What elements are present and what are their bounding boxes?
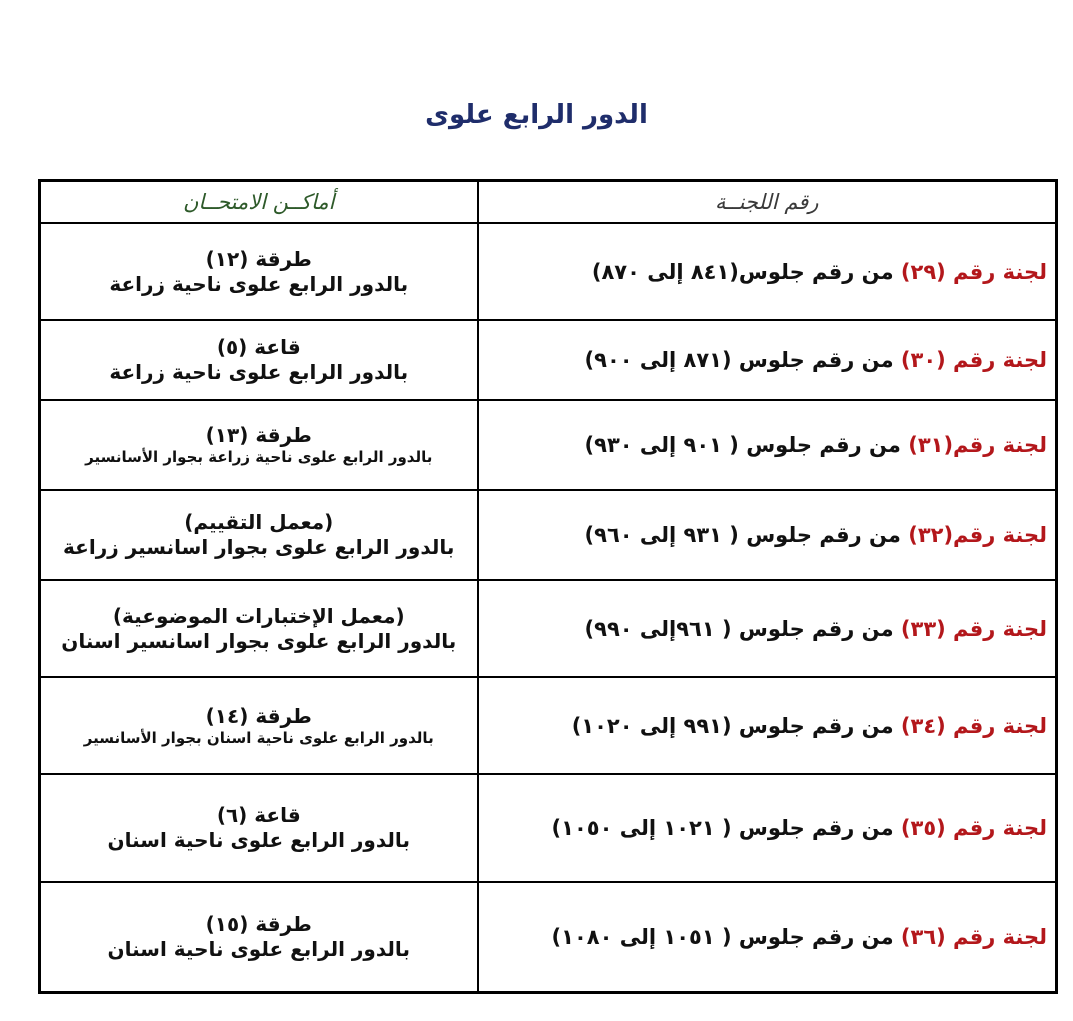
place-name: قاعة (٥): [216, 335, 301, 360]
committee-cell: [478, 223, 1057, 320]
place-description: بالدور الرابع علوى ناحية اسنان: [107, 828, 410, 853]
committee-cell: [478, 774, 1057, 882]
place-description: بالدور الرابع علوى ناحية زراعة: [109, 360, 409, 385]
place-cell: [40, 320, 478, 400]
place-cell: [40, 774, 478, 882]
place-name: طرقة (١٤): [205, 703, 312, 728]
table-row: [40, 774, 1057, 882]
table-row: [40, 677, 1057, 774]
place-name: (معمل التقييم): [184, 510, 334, 535]
page-title: الدور الرابع علوى: [425, 100, 648, 130]
place-name: طرقة (١٣): [205, 423, 312, 448]
table-row: [40, 882, 1057, 992]
place-cell: [40, 400, 478, 490]
seat-range: من رقم جلوس ( ٩٠١ إلى ٩٣٠): [584, 433, 901, 458]
table-row: [40, 400, 1057, 490]
seat-range: من رقم جلوس ( ٩٣١ إلى ٩٦٠): [584, 523, 901, 548]
committee-label: لجنة رقم (٣٦): [900, 925, 1047, 950]
committee-label: لجنة رقم (٣٠): [900, 348, 1047, 373]
committee-label: لجنة رقم(٣١): [908, 433, 1047, 458]
table-header-row: [40, 181, 1057, 224]
table-row: [40, 223, 1057, 320]
place-cell: [40, 580, 478, 677]
committee-label: لجنة رقم (٣٥): [900, 816, 1047, 841]
committee-cell: [478, 320, 1057, 400]
place-cell: [40, 882, 478, 992]
committee-cell: [478, 400, 1057, 490]
committee-cell: [478, 882, 1057, 992]
place-description: بالدور الرابع علوى ناحية زراعة بجوار الأسانسير: [85, 448, 433, 467]
table-row: [40, 320, 1057, 400]
seat-range: من رقم جلوس ( ١٠٥١ إلى ١٠٨٠): [551, 925, 894, 950]
place-cell: [40, 223, 478, 320]
place-name: طرقة (١٥): [205, 912, 312, 937]
place-description: بالدور الرابع علوى بجوار اسانسير زراعة: [63, 535, 455, 560]
place-name: قاعة (٦): [216, 803, 301, 828]
committee-cell: [478, 490, 1057, 580]
exam-locations-table: [38, 179, 1058, 994]
place-cell: [40, 677, 478, 774]
place-cell: [40, 490, 478, 580]
place-description: بالدور الرابع علوى ناحية اسنان بجوار الأسانسير: [83, 728, 434, 747]
seat-range: من رقم جلوس ( ٩٦١إلى ٩٩٠): [584, 616, 894, 641]
place-name: (معمل الإختبارات الموضوعية): [112, 603, 405, 628]
committee-label: لجنة رقم (٣٤): [900, 713, 1047, 738]
table-row: [40, 490, 1057, 580]
committee-label: لجنة رقم (٣٣): [900, 616, 1047, 641]
places-column-header: أماكــن الامتحــان: [40, 181, 478, 224]
place-name: طرقة (١٢): [205, 246, 312, 271]
place-description: بالدور الرابع علوى ناحية زراعة: [109, 271, 409, 296]
committee-column-header: رقم اللجنــة: [478, 181, 1057, 224]
committee-cell: [478, 580, 1057, 677]
committee-label: لجنة رقم (٢٩): [900, 259, 1047, 284]
committee-cell: [478, 677, 1057, 774]
seat-range: من رقم جلوس(٨٤١ إلى ٨٧٠): [591, 259, 894, 284]
seat-range: من رقم جلوس (٨٧١ إلى ٩٠٠): [584, 348, 894, 373]
seat-range: من رقم جلوس ( ١٠٢١ إلى ١٠٥٠): [551, 816, 894, 841]
table-row: [40, 580, 1057, 677]
place-description: بالدور الرابع علوى ناحية اسنان: [107, 937, 410, 962]
place-description: بالدور الرابع علوى بجوار اسانسير اسنان: [61, 628, 457, 653]
seat-range: من رقم جلوس (٩٩١ إلى ١٠٢٠): [571, 713, 894, 738]
committee-label: لجنة رقم(٣٢): [908, 523, 1047, 548]
